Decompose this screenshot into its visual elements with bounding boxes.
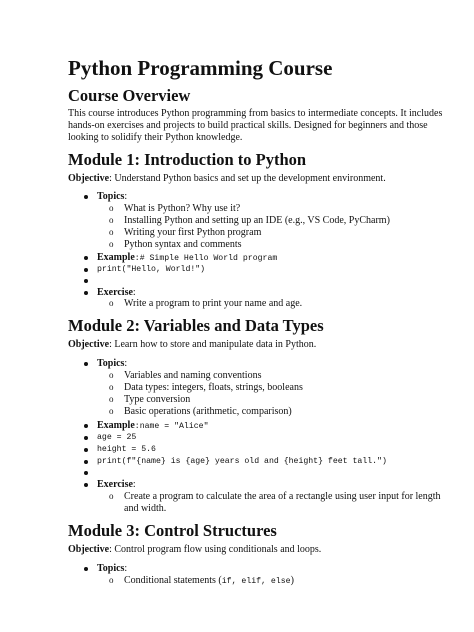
code-line: print(f"{name} is {age} years old and {height} feet tall.") <box>97 457 387 466</box>
bullet-icon <box>84 448 88 452</box>
bullet-icon <box>84 483 88 487</box>
code-line: age = 25 <box>97 433 137 442</box>
overview-text-line-2: hands-on exercises and projects to build practical skills. Designed for beginners and those <box>68 120 428 131</box>
objective-label: Objective <box>68 173 110 184</box>
bullet-icon <box>84 436 88 440</box>
module-1-topic-2: Installing Python and setting up an IDE (e.g., VS Code, PyCharm) <box>124 215 390 226</box>
module-2-topic-1: Variables and naming conventions <box>124 370 262 381</box>
bullet-icon <box>84 291 88 295</box>
module-2-objective <box>68 338 316 351</box>
bullet-icon <box>84 471 88 475</box>
module-3-objective-text: : Control program flow using conditionals and loops. <box>109 544 322 555</box>
bullet-icon <box>84 256 88 260</box>
sub-bullet-icon: o <box>109 203 114 213</box>
bullet-icon <box>84 279 88 283</box>
objective-label: Objective <box>68 544 110 555</box>
module-1-heading: Module 1: Introduction to Python <box>68 150 307 169</box>
sub-bullet-icon: o <box>109 406 114 416</box>
module-2-exercise-1-cont: and width. <box>124 503 167 514</box>
module-1-topic-4: Python syntax and comments <box>124 239 242 250</box>
overview-text-line-3: looking to solidify their Python knowledge. <box>68 132 243 143</box>
module-1-topics-label: Topics: <box>97 191 128 202</box>
sub-bullet-icon: o <box>109 394 114 404</box>
module-2-heading: Module 2: Variables and Data Types <box>68 316 324 335</box>
module-1-exercise-1: Write a program to print your name and age. <box>124 298 303 309</box>
sub-bullet-icon: o <box>109 298 114 308</box>
module-1-objective <box>68 172 386 185</box>
bullet-icon <box>84 362 88 366</box>
module-2-exercise-1: Create a program to calculate the area of a rectangle using user input for length <box>124 491 441 502</box>
module-3-topic-1: Conditional statements (if, elif, else) <box>124 575 294 586</box>
module-2-topic-4: Basic operations (arithmetic, comparison) <box>124 406 292 417</box>
bullet-icon <box>84 567 88 571</box>
overview-text-line-1: This course introduces Python programming from basics to intermediate concepts. It includes <box>68 108 443 119</box>
module-1-exercise-label: Exercise: <box>97 287 136 298</box>
code-line: print("Hello, World!") <box>97 265 206 274</box>
module-1-topic-3: Writing your first Python program <box>124 227 262 238</box>
objective-label: Objective <box>68 339 110 350</box>
bullet-icon <box>84 195 88 199</box>
module-3-objective <box>68 543 321 556</box>
module-1-objective-text: : Understand Python basics and set up the development environment. <box>109 173 386 184</box>
sub-bullet-icon: o <box>109 370 114 380</box>
bullet-icon <box>84 460 88 464</box>
module-2-topic-2: Data types: integers, floats, strings, booleans <box>124 382 303 393</box>
module-1-example: Example:# Simple Hello World program <box>97 252 278 263</box>
code-line: :name = "Alice" <box>134 422 209 431</box>
module-3-heading: Module 3: Control Structures <box>68 521 277 540</box>
sub-bullet-icon: o <box>109 227 114 237</box>
module-2-exercise-label: Exercise: <box>97 479 136 490</box>
sub-bullet-icon: o <box>109 215 114 225</box>
sub-bullet-icon: o <box>109 382 114 392</box>
module-2-objective-text: : Learn how to store and manipulate data in Python. <box>109 339 317 350</box>
bullet-icon <box>84 424 88 428</box>
bullet-icon <box>84 268 88 272</box>
module-1-topic-1: What is Python? Why use it? <box>124 203 241 214</box>
sub-bullet-icon: o <box>109 491 114 501</box>
code-line: :# Simple Hello World program <box>134 254 278 263</box>
overview-heading: Course Overview <box>68 86 191 105</box>
module-3-topics-label: Topics: <box>97 563 128 574</box>
sub-bullet-icon: o <box>109 575 114 585</box>
module-2-topics-label: Topics: <box>97 358 128 369</box>
sub-bullet-icon: o <box>109 239 114 249</box>
page-title: Python Programming Course <box>68 56 333 80</box>
module-2-topic-3: Type conversion <box>124 394 191 405</box>
module-2-example: Example:name = "Alice" <box>97 420 209 431</box>
code-line: height = 5.6 <box>97 445 156 454</box>
code-inline: if, elif, else <box>221 577 291 586</box>
